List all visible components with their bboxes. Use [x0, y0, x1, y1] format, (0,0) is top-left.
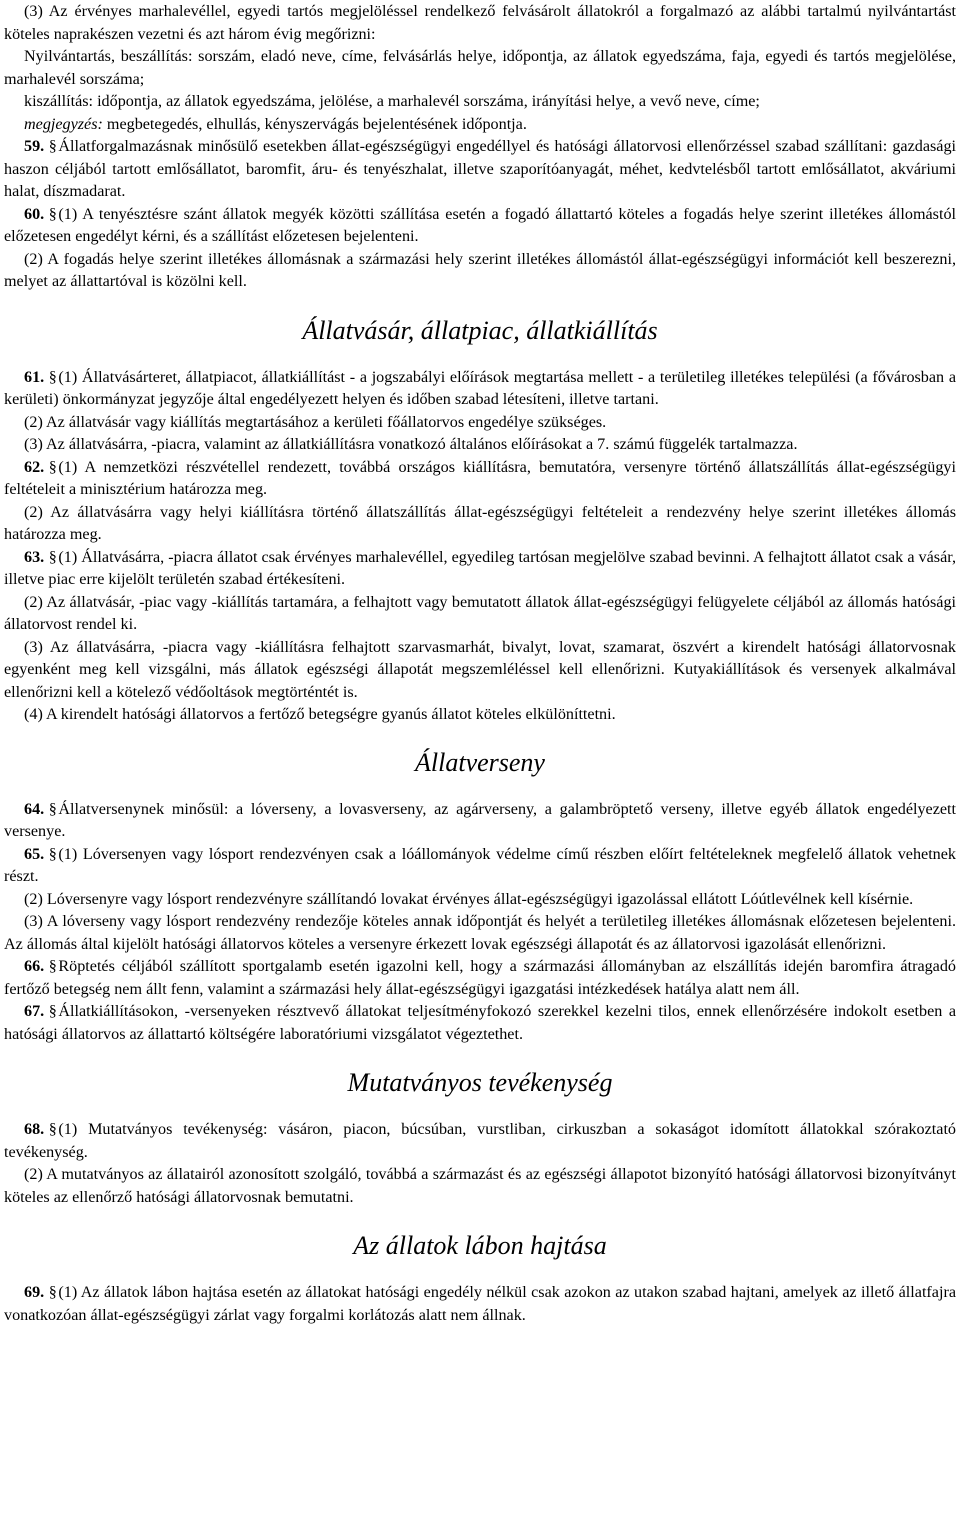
section-sign: §: [48, 138, 57, 155]
section-text: Állatversenynek minősül: a lóverseny, a lovasverseny, az agárverseny, a galambröptető verseny, illetve egyéb állatok engedélyezett versenye.: [4, 800, 956, 840]
note-label: megjegyzés:: [24, 115, 103, 133]
section-sign: §: [48, 548, 57, 566]
heading-labon-hajtas: Az állatok lábon hajtása: [353, 1231, 607, 1260]
section-64: [4, 799, 956, 844]
section-sign: §: [48, 1284, 57, 1301]
section-number: 60.: [24, 205, 45, 223]
paragraph: (2) A fogadás helye szerint illetékes állomásnak a származási hely szerint illetékes állomástól állat-egészségügyi információt kell beszerezni, melyet az állattartóval is közölni kell.: [4, 250, 956, 290]
section-text: (1) Lóversenyen vagy lósport rendezvényen csak a lóállományok védelme című részben előírt feltételeknek megfelelő állatok vehetnek részt.: [4, 845, 956, 885]
section-65: [4, 844, 956, 889]
section-67: [4, 1001, 956, 1046]
section-59: [4, 136, 956, 204]
paragraph: (2) Az állatvásárra vagy helyi kiállításra történő állatszállítás állat-egészségügyi feltételeit a rendezvény helye szerint illetékes állomás határozza meg.: [4, 503, 956, 543]
section-number: 63.: [24, 548, 45, 566]
section-number: 62.: [24, 458, 45, 476]
paragraph: (2) A mutatványos az állatairól azonosított szolgáló, továbbá a származást és az egészségi állapotot bizonyító hatósági állatorvosi bizonyítványt köteles az ellenőrző hatósági állatorvosnak bemutatni.: [4, 1166, 956, 1206]
section-sign: §: [48, 458, 57, 476]
heading-allatverseny: Állatverseny: [415, 747, 545, 777]
section-sign: §: [48, 368, 57, 386]
section-number: 61.: [24, 368, 45, 386]
section-text: (1) Az állatok lábon hajtása esetén az állatokat hatósági engedély nélkül csak azokon az utakon szabad hajtani, amelyek az illető állatfajra vonatkozóan állat-egészségügyi zárlat vagy forgalmi korlátozás alatt nem állnak.: [4, 1284, 956, 1324]
paragraph: kiszállítás: időpontja, az állatok egyedszáma, jelölése, a marhalevél sorszáma, irányítási helye, a vevő neve, címe;: [24, 93, 760, 110]
section-sign: §: [48, 205, 57, 223]
section-text: (1) A tenyésztésre szánt állatok megyék közötti szállítása esetén a fogadó állattartó köteles a fogadás helye szerint illetékes állomástól előzetesen engedélyt kérni, és a szállítást előzetesen bejelenteni.: [4, 205, 956, 245]
section-sign: §: [48, 800, 57, 818]
section-number: 68.: [24, 1121, 45, 1138]
section-number: 69.: [24, 1284, 45, 1301]
section-number: 66.: [24, 958, 45, 975]
paragraph: (2) Az állatvásár, -piac vagy -kiállítás tartamára, a felhajtott vagy bemutatott állatok állat-egészségügyi felügyelete céljából az állomás hatósági állatorvost rendel ki.: [4, 593, 956, 633]
paragraph: Nyilvántartás, beszállítás: sorszám, eladó neve, címe, felvásárlás helye, időpontja, az állatok egyedszáma, faja, egyedi és tartós megjelölése, marhalevél sorszáma;: [4, 48, 956, 88]
paragraph: (3) Az állatvásárra, -piacra vagy -kiállításra felhajtott szarvasmarhát, bivalyt, lovat, szamarat, öszvért a kirendelt hatósági állatorvosnak egyenként meg kell vizsgálni, más állatok egészségi állapotát megszemléléssel kell ellenőrizni. Kutyakiállítások és versenyek alkalmával ellenőrizni kell a kötelező védőoltások megtörténtét is.: [4, 638, 956, 701]
section-61: [4, 367, 956, 412]
paragraph: (3) Az állatvásárra, -piacra, valamint az állatkiállításra vonatkozó általános előírásokat a 7. számú függelék tartalmazza.: [24, 436, 798, 453]
section-66: [4, 956, 956, 1001]
section-text: Állatkiállításokon, -versenyeken résztvevő állatokat teljesítményfokozó szerekkel kezelni tilos, ennek ellenőrzésére indokolt esetben a hatósági állatorvos az állattartó költségére laboratóriumi vizsgálatot végeztethet.: [4, 1003, 956, 1043]
section-number: 65.: [24, 845, 45, 863]
paragraph: (2) Az állatvásár vagy kiállítás megtartásához a kerületi főállatorvos engedélye szükséges.: [24, 413, 607, 431]
section-62: [4, 457, 956, 502]
paragraph: (2) Lóversenyre vagy lósport rendezvényre szállítandó lovakat érvényes állat-egészségügyi igazolással ellátott Lóútlevélnek kell kísérnie.: [24, 890, 914, 908]
paragraph: (3) Az érvényes marhalevéllel, egyedi tartós megjelöléssel rendelkező felvásárolt állatokról a forgalmazó az alábbi tartalmú nyilvántartást köteles naprakészen vezetni és azt három évig megőrizni:: [4, 3, 956, 43]
heading-allatvasar: Állatvásár, állatpiac, állatkiállítás: [302, 315, 658, 345]
section-text: (1) Állatvásárra, -piacra állatot csak érvényes marhalevéllel, egyedileg tartósan megjelölve szabad bevinni. A felhajtott állatot csak a vásár, illetve piac erre kijelölt területén szabad értékesíteni.: [4, 548, 956, 588]
section-sign: §: [48, 1003, 57, 1020]
heading-mutatvanyos: Mutatványos tevékenység: [347, 1068, 613, 1097]
section-text: (1) Állatvásárteret, állatpiacot, állatkiállítást - a jogszabályi előírások megtartása mellett - a területileg illetékes települési (a fővárosban a kerületi) önkormányzat jegyzője által engedélyezett helyen és időben szabad létesíteni, illetve tartani.: [4, 368, 956, 408]
section-number: 67.: [24, 1003, 45, 1020]
section-number: 64.: [24, 800, 45, 818]
section-63: [4, 547, 956, 592]
paragraph: [4, 114, 956, 137]
paragraph: (4) A kirendelt hatósági állatorvos a fertőző betegségre gyanús állatot köteles elkülöníttetni.: [24, 706, 616, 723]
section-text: Állatforgalmazásnak minősülő esetekben állat-egészségügyi engedéllyel és hatósági állatorvosi ellenőrzéssel szabad szállítani: gazdasági haszon céljából tartott emlősállatot, baromfit, áru- és tenyészhalat, illetve szaporítóanyagát, méhet, kedvtelésből tartott emlősállatot, akváriumi halat, díszmadarat.: [4, 138, 956, 200]
note-text: megbetegedés, elhullás, kényszervágás bejelentésének időpontja.: [102, 115, 527, 133]
section-69: [4, 1282, 956, 1327]
section-sign: §: [48, 1121, 57, 1138]
section-68: [4, 1119, 956, 1164]
section-60: [4, 204, 956, 249]
section-number: 59.: [24, 138, 45, 155]
section-sign: §: [48, 958, 57, 975]
paragraph: (3) A lóverseny vagy lósport rendezvény rendezője köteles annak időpontját és helyét a területileg illetékes állomásnak előzetesen bejelenteni. Az állomás által kijelölt hatósági állatorvos köteles a versenyre érkezett lovak egészségi állapotát és az állatorvosi igazolását ellenőrizni.: [4, 913, 956, 953]
section-text: (1) Mutatványos tevékenység: vásáron, piacon, búcsúban, vurstliban, cirkuszban a sokaságot idomított állatokkal szórakoztató tevékenység.: [4, 1121, 956, 1161]
section-sign: §: [48, 845, 57, 863]
section-text: Röptetés céljából szállított sportgalamb esetén igazolni kell, hogy a származási állományban az elszállítás idején baromfira átragadó fertőző betegség nem állt fenn, valamint a származási hely állat-egészségügyi igazgatási intézkedések hatálya alatt nem áll.: [4, 958, 956, 998]
section-text: (1) A nemzetközi részvétellel rendezett, továbbá országos kiállításra, bemutatóra, versenyre történő állatszállítás állat-egészségügyi feltételeit a minisztérium határozza meg.: [4, 458, 956, 498]
